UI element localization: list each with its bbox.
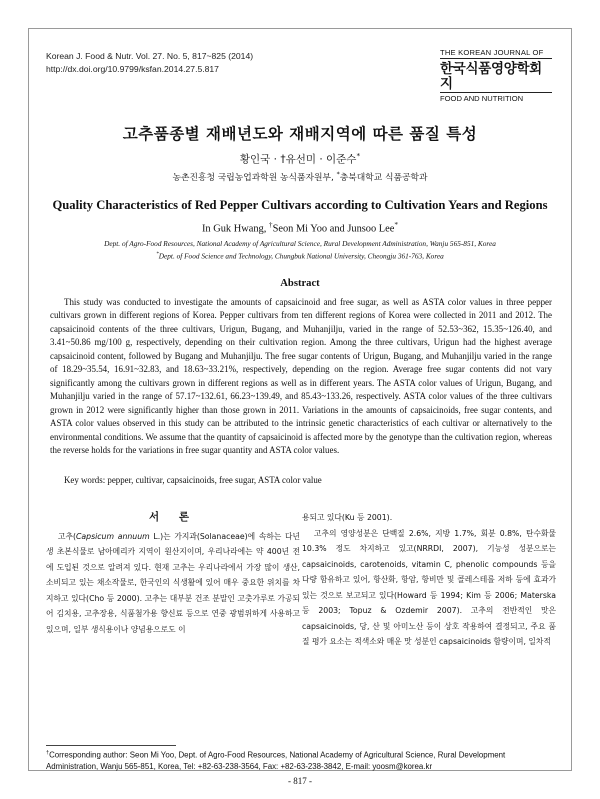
korean-affiliation-mark: * [336,171,340,179]
intro-continuation: 용되고 있다(Ku 등 2001). [302,513,393,522]
korean-authors [0,151,600,167]
korean-author-names: 황인국 · †유선미 · 이준수 [239,153,357,166]
corresponding-footnote [46,748,552,773]
journal-name-en-top: THE KOREAN JOURNAL OF [440,48,552,59]
section-heading: 서 론 [149,511,197,523]
species-name: Capsicum annuum [76,531,150,541]
korean-affiliation-1: 농촌진흥청 국립농업과학원 농식품자원부, [172,173,337,183]
body-right-column [302,510,556,650]
journal-name-ko: 한국식품영양학회지 [440,61,542,91]
korean-affiliation-2: 충북대학교 식품공학과 [339,173,428,183]
body-left-column [46,510,300,637]
intro-paragraph-2: 고추의 영양성분은 단백질 2.6%, 지방 1.7%, 회분 0.8%, 탄수화물 10.3% 정도 차지하고 있고(NRRDI, 2007), 기능성 성분으로는 capsaicinoids, carotenoids, vitamin C, phenolic compounds 등을 다량 함유하고 있어, 항산화, 항암, 항비만 및 콜레스테롤 저하 등에 효과가 있는 것으로 보고되고 있다(Howard 등 1994; Kim 등 2006; Materska 등 2003; Topuz & Ozdemir 2007). 고추의 전반적인 맛은 capsaicinoids, 당, 산 및 아미노산 등이 상호 작용하여 결정되고, 주요 품질 평가 요소는 적색소와 매운 맛 성분인 capsaicinoids 함량이며, 일차적 [302,528,556,646]
korean-affiliation [0,170,600,183]
korean-author-mark: * [356,151,361,160]
affiliation-2 [0,249,600,261]
footnote-text: Corresponding author: Seon Mi Yoo, Dept. of Agro-Food Resources, National Academy of Agricultural Science, Rural Development Administration, Wanju 565-851, Korea, Tel: +82-63-238-3564, Fax: +82-63-238-3842, E-mail: yoosm@korea.kr [46,750,506,772]
page-number: - 817 - [288,776,312,786]
journal-logo [440,48,552,103]
corresponding-mark: † [268,221,273,229]
intro-paragraph-1 [46,529,300,638]
affiliation-2-text: Dept. of Food Science and Technology, Chungbuk National University, Cheongju 361-763, Korea [158,251,444,261]
doi-link[interactable]: http://dx.doi.org/10.9799/ksfan.2014.27.5.817 [46,64,219,74]
korean-title: 고추품종별 재배년도와 재배지역에 따른 품질 특성 [122,125,478,143]
intro-text-b: L.)는 가지과(Solanaceae)에 속하는 다년생 초본식물로 남아메리카 지역이 원산지이며, 우리나라에는 약 400년 전에 도입된 것으로 알려져 있다. 현재 고추는 우리나라에서 가장 많이 생산, 소비되고 있는 채소작물로, 한국인의 식생활에 있어 매우 중요한 위치를 차지하고 있다(Cho 등 2000). 고추는 대부분 건조 분말인 고춧가루로 가공되어 김치용, 고추장용, 식품첨가용 향신료 등으로 연중 광범위하게 사용하고 있으며, 일부 생식용이나 양념용으로도 이 [46,531,300,634]
abstract-heading: Abstract [280,278,320,289]
journal-citation [46,50,253,76]
affiliation-2-mark: * [156,251,159,257]
english-affiliations [0,238,600,261]
affiliation-mark: * [394,221,399,229]
abstract-body: This study was conducted to investigate the amounts of capsaicinoid and free sugar, as well as ASTA color values in three pepper cultivars grown in different regions of Korea. Pepper cultivars from ten different regions of Korea were collected in 2011 and 2012. The capsaicinoid contents of the three cultivars, Urigun, Bugang, and Muhanjilju, varied in the range of 52.53~362, 15.35~126.40, and 3.41~50.86 mg/100 g, respectively, depending on their cultivation region. Among the three cultivars, Urigun had the highest average capsaicinoid content, followed by Bugang and Muhanjilju. The free sugar contents of Urigun, Bugang, and Muhanjilju varied in the range of 18.29~35.54, 16.91~32.83, and 18.63~33.21%, respectively, depending on the region. Average free sugar contents did not vary significantly among the cultivars grown in different regions as well as in different years. The ASTA color values of Urigun, Bugang, and Muhanjilju varied in the range of 57.17~132.61, 66.23~139.49, and 85.43~133.26, respectively. ASTA color values of the three cultivars grown in 2012 were significantly higher than those grown in 2011. Variations in the amounts of capsaicinoids, free sugar contents, and ASTA color values observed in this study can be attributed to the intrinsic genetic characteristics of each cultivar or alternatively to the environmental conditions. We assume that the quantity of capsaicinoid is affected more by the genotype than the cultivation region, whereas the reverse holds for the variations in free sugar quantity and ASTA color values. [50,297,552,455]
affiliation-1: Dept. of Agro-Food Resources, National Academy of Agricultural Science, Rural Development Administration, Wanju 565-851, Korea [104,239,496,248]
english-authors [0,221,600,234]
intro-text-a: 고추( [58,531,76,541]
citation-line: Korean J. Food & Nutr. Vol. 27. No. 5, 817~825 (2014) [46,51,254,61]
keywords: Key words: pepper, cultivar, capsaicinoids, free sugar, ASTA color value [64,475,322,485]
footnote-mark: † [46,750,50,756]
journal-name-en-bottom: FOOD AND NUTRITION [440,92,552,103]
english-title: Quality Characteristics of Red Pepper Cultivars according to Cultivation Years and Regions [52,198,548,212]
author-2-3: Seon Mi Yoo and Junsoo Lee [272,223,395,235]
footnote-rule [46,745,176,746]
author-1: In Guk Hwang, [201,223,269,235]
